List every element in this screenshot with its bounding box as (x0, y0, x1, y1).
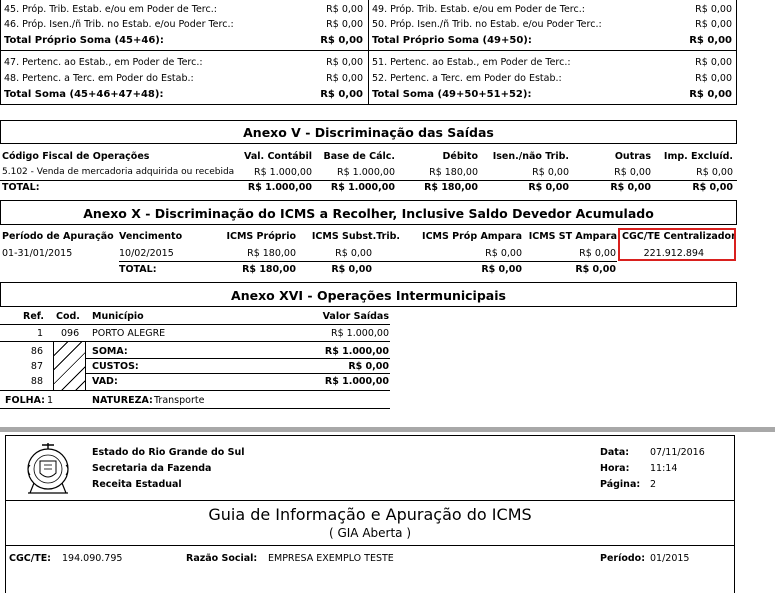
anexo10-col-icms-st-ampara: ICMS ST Ampara (528, 231, 617, 242)
anexo5-row-cfop: 5.102 - Venda de mercadoria adquirida ou recebida (2, 167, 235, 177)
cgc-label: CGC/TE: (9, 553, 51, 564)
periodo-value: 01/2015 (650, 553, 690, 564)
anexo10-title: Anexo X - Discriminação do ICMS a Recolher, Inclusive Saldo Devedor Acumulado (83, 206, 654, 221)
top-block-divider (368, 0, 369, 105)
item-46-label: 46. Próp. Isen./ñ Trib. no Estab. e/ou Poder Terc.: (4, 19, 234, 30)
total-proprio-49-50-label: Total Próprio Soma (49+50): (372, 35, 532, 46)
anexo5-col-outras: Outras (614, 151, 651, 162)
anexo10-row-icms-st-ampara: R$ 0,00 (579, 248, 616, 259)
anexo5-total-outras: R$ 0,00 (610, 182, 651, 193)
anexo10-total-icms-proprio: R$ 180,00 (242, 264, 296, 275)
pagina-label: Página: (600, 479, 641, 490)
item-52-value: R$ 0,00 (695, 73, 732, 84)
anexo10-row-periodo: 01-31/01/2015 (2, 248, 73, 259)
anexo5-col-base-calc: Base de Cálc. (323, 151, 395, 162)
anexo16-row-ref: 1 (36, 328, 43, 339)
anexo5-col-debito: Débito (442, 151, 478, 162)
natureza-label: NATUREZA: (92, 395, 153, 406)
item-50-value: R$ 0,00 (695, 19, 732, 30)
header-info-rule (5, 500, 735, 501)
anexo16-custos-rule (86, 373, 390, 374)
pagina-value: 2 (650, 479, 657, 490)
item-49-value: R$ 0,00 (695, 4, 732, 15)
razao-social-value: EMPRESA EXEMPLO TESTE (268, 553, 394, 564)
anexo16-vad-ref: 88 (30, 376, 43, 387)
anexo16-col-cod: Cod. (56, 311, 80, 322)
anexo10-col-vencimento: Vencimento (119, 231, 183, 242)
anexo16-row-valor: R$ 1.000,00 (331, 328, 389, 339)
anexo5-col-cfop: Código Fiscal de Operações (2, 151, 150, 162)
anexo10-col-icms-st: ICMS Subst.Trib. (311, 231, 400, 242)
anexo16-title: Anexo XVI - Operações Intermunicipais (231, 288, 506, 303)
anexo5-row-base-calc: R$ 1.000,00 (337, 167, 395, 178)
anexo5-row-outras: R$ 0,00 (614, 167, 651, 178)
anexo16-vad-value: R$ 1.000,00 (324, 376, 389, 387)
anexo10-col-cgc-centralizador: CGC/TE Centralizador (622, 231, 736, 242)
item-50-label: 50. Próp. Isen./ñ Trib. no Estab. e/ou Poder Terc.: (372, 19, 602, 30)
item-51-label: 51. Pertenc. ao Estab., em Poder de Terc.: (372, 57, 571, 68)
anexo16-custos-label: CUSTOS: (92, 361, 139, 372)
anexo5-total-rule (0, 180, 737, 181)
anexo5-row-val-contabil: R$ 1.000,00 (254, 167, 312, 178)
total-soma-49-52-label: Total Soma (49+50+51+52): (372, 89, 532, 100)
razao-social-label: Razão Social: (186, 553, 258, 564)
anexo10-row-icms-st: R$ 0,00 (335, 248, 372, 259)
doc-title: Guia de Informação e Apuração do ICMS (208, 505, 532, 524)
page-separator (0, 427, 775, 432)
hora-value: 11:14 (650, 463, 678, 474)
anexo10-row-icms-proprio: R$ 180,00 (247, 248, 296, 259)
anexo5-total-base-calc: R$ 1.000,00 (330, 182, 395, 193)
anexo10-total-label: TOTAL: (119, 264, 157, 275)
anexo16-bottom-rule (0, 408, 390, 409)
anexo16-col-municipio: Município (92, 311, 144, 322)
total-proprio-45-46-value: R$ 0,00 (320, 35, 363, 46)
data-label: Data: (600, 447, 630, 458)
anexo16-col-valor-saidas: Valor Saídas (322, 311, 389, 322)
anexo5-title: Anexo V - Discriminação das Saídas (243, 125, 494, 140)
anexo16-vad-label: VAD: (92, 376, 118, 387)
total-soma-45-48-value: R$ 0,00 (320, 89, 363, 100)
anexo10-total-icms-st: R$ 0,00 (331, 264, 372, 275)
anexo5-col-imp-excluid: Imp. Excluíd. (663, 151, 733, 162)
anexo16-soma-value: R$ 1.000,00 (324, 346, 389, 357)
item-52-label: 52. Pertenc. a Terc. em Poder do Estab.: (372, 73, 562, 84)
item-47-label: 47. Pertenc. ao Estab., em Poder de Terc.: (4, 57, 203, 68)
item-46-value: R$ 0,00 (326, 19, 363, 30)
anexo5-row-imp-excluid: R$ 0,00 (696, 167, 733, 178)
anexo5-total-imp-excluid: R$ 0,00 (692, 182, 733, 193)
org-line-receita: Receita Estadual (92, 479, 182, 490)
anexo5-total-debito: R$ 180,00 (424, 182, 478, 193)
anexo16-vad-rule (0, 390, 390, 391)
anexo5-total-label: TOTAL: (2, 182, 40, 193)
org-line-secretaria: Secretaria da Fazenda (92, 463, 212, 474)
anexo10-col-icms-proprio: ICMS Próprio (226, 231, 296, 242)
anexo16-header-rule (0, 324, 390, 325)
anexo16-custos-value: R$ 0,00 (348, 361, 389, 372)
folha-value: 1 (47, 395, 54, 406)
anexo16-custos-ref: 87 (30, 361, 43, 372)
total-proprio-45-46-label: Total Próprio Soma (45+46): (4, 35, 164, 46)
item-51-value: R$ 0,00 (695, 57, 732, 68)
anexo16-col-ref: Ref. (23, 311, 44, 322)
anexo5-col-val-contabil: Val. Contábil (244, 151, 312, 162)
anexo16-hatch-area (53, 341, 86, 391)
anexo16-soma-label: SOMA: (92, 346, 128, 357)
item-49-label: 49. Próp. Trib. Estab. e/ou em Poder de Terc.: (372, 4, 585, 15)
cgc-centralizador-highlight (618, 228, 736, 261)
data-value: 07/11/2016 (650, 447, 705, 458)
header-title-rule (5, 545, 735, 546)
cgc-value: 194.090.795 (62, 553, 123, 564)
anexo10-col-icms-prop-ampara: ICMS Próp Ampara (422, 231, 522, 242)
anexo5-row-debito: R$ 180,00 (429, 167, 478, 178)
org-line-state: Estado do Rio Grande do Sul (92, 447, 245, 458)
item-48-value: R$ 0,00 (326, 73, 363, 84)
item-45-value: R$ 0,00 (326, 4, 363, 15)
anexo10-total-icms-prop-ampara: R$ 0,00 (481, 264, 522, 275)
anexo16-row-cod: 096 (61, 328, 80, 339)
anexo10-col-periodo: Período de Apuração (2, 231, 114, 242)
anexo16-row-municipio: PORTO ALEGRE (92, 328, 166, 339)
anexo5-total-isen: R$ 0,00 (528, 182, 569, 193)
anexo10-row-cgc-centralizador: 221.912.894 (643, 248, 704, 259)
item-47-value: R$ 0,00 (326, 57, 363, 68)
folha-label: FOLHA: (5, 395, 45, 406)
item-48-label: 48. Pertenc. a Terc. em Poder do Estab.: (4, 73, 194, 84)
anexo10-row-vencimento: 10/02/2015 (119, 248, 174, 259)
doc-subtitle: ( GIA Aberta ) (328, 526, 412, 540)
anexo16-soma-rule (86, 358, 390, 359)
total-soma-49-52-value: R$ 0,00 (689, 89, 732, 100)
anexo10-row-icms-prop-ampara: R$ 0,00 (485, 248, 522, 259)
hora-label: Hora: (600, 463, 630, 474)
natureza-value: Transporte (154, 395, 205, 406)
anexo16-soma-ref: 86 (30, 346, 43, 357)
anexo5-total-val-contabil: R$ 1.000,00 (247, 182, 312, 193)
item-45-label: 45. Próp. Trib. Estab. e/ou em Poder de Terc.: (4, 4, 217, 15)
anexo5-col-isen: Isen./não Trib. (492, 151, 569, 162)
anexo5-row-isen: R$ 0,00 (532, 167, 569, 178)
top-block-mid-rule (0, 50, 737, 51)
anexo10-total-icms-st-ampara: R$ 0,00 (575, 264, 616, 275)
periodo-label: Período: (600, 553, 645, 564)
total-soma-45-48-label: Total Soma (45+46+47+48): (4, 89, 164, 100)
coat-of-arms-icon (22, 439, 74, 497)
anexo10-total-rule (119, 261, 617, 262)
total-proprio-49-50-value: R$ 0,00 (689, 35, 732, 46)
